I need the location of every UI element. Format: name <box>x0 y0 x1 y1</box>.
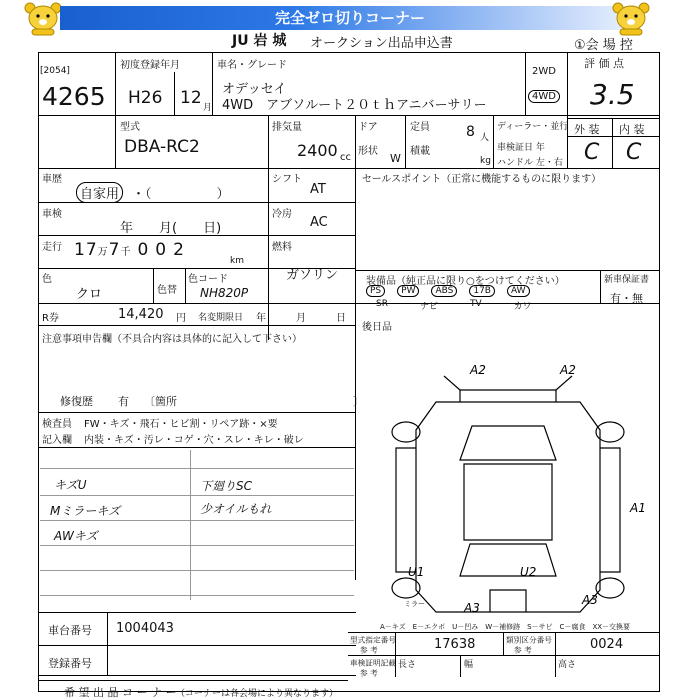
header-right: ①会 場 控 <box>574 38 633 53</box>
load-unit: kg <box>480 156 491 166</box>
damage-mark: U2 <box>520 565 537 579</box>
first-reg-year: H26 <box>128 88 163 108</box>
mileage-unit: km <box>230 256 244 266</box>
damage-mark: A3 <box>464 601 480 615</box>
fuel-label: 燃料 <box>272 242 292 253</box>
displacement-unit: cc <box>340 152 351 163</box>
drive-4wd-circled: 4WD <box>528 90 560 103</box>
header-banner <box>0 0 700 36</box>
month-unit: 月 <box>203 103 213 113</box>
header-left: JU 岩 城 <box>232 33 287 49</box>
handle-label: ハンドル 左・右 <box>497 158 563 168</box>
fuel-value: ガソリン <box>286 268 339 283</box>
model-value: DBA-RC2 <box>124 137 200 157</box>
score-value: 3.5 <box>590 78 635 111</box>
inspector-row2: 内装・キズ・汚レ・コゲ・穴・スレ・キレ・破レ <box>84 435 304 446</box>
color-label: 色 <box>42 274 52 285</box>
equipment-row2 <box>376 299 532 312</box>
exterior-grade: C <box>584 140 600 165</box>
header-center: オークション出品申込書 <box>310 36 453 51</box>
shape-value: W <box>390 152 401 165</box>
equip-abs: ABS <box>431 285 457 297</box>
name-change-value: 年 月 日 <box>256 313 346 324</box>
vehicle-name: オデッセイ <box>222 82 287 97</box>
color-value: クロ <box>76 287 103 302</box>
color-code-label: 色コード <box>188 274 228 285</box>
damage-legend: A－キズ E－エクボ U－凹み W－補修跡 S－サビ C－腐食 XX－交換要 <box>380 623 631 631</box>
damage-mark: A2 <box>560 363 576 377</box>
car-damage-diagram <box>360 340 656 630</box>
mileage-part: 2 <box>173 240 185 260</box>
load-label: 積載 <box>410 146 430 157</box>
score-label: 評 価 点 <box>584 57 624 70</box>
repair-place: 〔箇所 〕 <box>144 395 364 408</box>
chassis-label: 車台番号 <box>48 624 92 637</box>
equip-tv: TV <box>469 299 482 309</box>
tax-label: R券 <box>42 313 59 324</box>
lot-number: 4265 <box>42 82 106 111</box>
handwritten-note: 少オイルもれ <box>200 502 272 516</box>
interior-grade: C <box>626 140 642 165</box>
first-reg-label: 初度登録年月 <box>120 60 180 71</box>
mileage-value <box>74 240 185 260</box>
registration-label: 登録番号 <box>48 657 92 670</box>
ac-value: AC <box>310 215 328 230</box>
certificate-label: 車検証明記載 <box>350 659 396 669</box>
vehicle-grade: 4WD アブソルート２０ｔｈアニバーサリー <box>222 98 487 113</box>
equip-pw: PW <box>397 285 419 297</box>
sales-point-label: セールスポイント（正常に機能するものに限ります） <box>362 174 602 185</box>
handwritten-note: AWキズ <box>54 529 98 543</box>
inspection-value: 年 月( 日) <box>120 221 222 236</box>
inspector-label-1: 検査員 <box>42 419 72 430</box>
history-rest: ・（ ） <box>132 187 230 202</box>
after-parts-label: 後日品 <box>362 322 392 333</box>
equip-ps: PS <box>366 285 385 297</box>
tax-amount: 14,420 <box>118 307 164 322</box>
inspection-year-label: 車検証日 年 <box>497 143 545 153</box>
dealer-label: ディーラー・並行 <box>497 122 569 132</box>
capacity-label: 定員 <box>410 122 430 133</box>
capacity-unit: 人 <box>480 133 490 143</box>
type-designation-label: 型式指定番号 <box>350 636 396 646</box>
name-change-label: 名変期限日 <box>198 313 244 323</box>
class-value: 0024 <box>590 637 624 652</box>
equip-sr: SR <box>376 299 388 309</box>
repair-value: 有 <box>118 395 129 408</box>
equipment-label: 装備品（純正品に限り○をつけてください） <box>366 276 565 287</box>
mileage-part: 17 <box>74 240 98 260</box>
mileage-part: 千 <box>120 247 132 258</box>
equip-17b: 17B <box>469 285 495 297</box>
drive-2wd: 2WD <box>532 66 556 77</box>
height-label: 高さ <box>558 660 577 670</box>
mileage-part: 7 <box>108 240 121 260</box>
mileage-part: 0 <box>137 240 150 260</box>
banner-title: 完全ゼロ切りコーナー <box>60 6 640 30</box>
handwritten-note: キズU <box>54 478 87 492</box>
tax-unit: 円 <box>176 313 186 324</box>
class-sub: 参 考 <box>514 646 532 656</box>
mileage-part: 0 <box>155 240 168 260</box>
damage-mark: A2 <box>470 363 486 377</box>
repair-label: 修復歴 <box>60 395 93 408</box>
class-label: 類別区分番号 <box>506 636 552 646</box>
color-change-label: 色替 <box>157 285 177 296</box>
mileage-label: 走行 <box>42 242 62 253</box>
history-label: 車歴 <box>42 174 62 185</box>
handwritten-note: 下廻りSC <box>200 479 252 493</box>
footer-label: 希 望 出 品 コ ー ナ ー <box>64 686 177 699</box>
equip-navi: ナビ <box>419 302 438 312</box>
history-value-circled: 自家用 <box>76 182 123 203</box>
inspection-label: 車検 <box>42 209 62 220</box>
color-code-value: NH820P <box>200 286 249 300</box>
type-designation-value: 17638 <box>434 637 476 652</box>
bear-mascot-left-icon <box>22 2 64 36</box>
displacement-value: 2400 <box>297 141 338 160</box>
doors-label: ドア <box>358 122 378 133</box>
damage-mark: A1 <box>630 501 646 515</box>
footer-note: （コーナーは各会場により異なります） <box>176 689 339 699</box>
bear-mascot-right-icon <box>610 2 652 36</box>
new-car-value: 有・無 <box>610 292 643 305</box>
certificate-sub: 参 考 <box>360 669 378 679</box>
damage-mark: U1 <box>408 565 425 579</box>
type-designation-sub: 参 考 <box>360 646 378 656</box>
first-reg-month: 12 <box>180 88 202 108</box>
handwritten-note: Mミラーキズ <box>50 504 121 518</box>
lot-small-id: [2054] <box>40 66 70 76</box>
inspector-row1: FW・キズ・飛石・ヒビ割・リペア跡・×要 <box>84 419 278 430</box>
chassis-value: 1004043 <box>116 621 174 636</box>
name-grade-label: 車名・グレード <box>217 60 287 71</box>
capacity-value: 8 <box>466 124 475 140</box>
shift-label: シフト <box>272 174 302 185</box>
notes-title: 注意事項申告欄（不具合内容は具体的に記入して下さい） <box>42 334 302 345</box>
new-car-label: 新車保証書 <box>604 275 650 285</box>
mirror-label: ミラー <box>404 600 425 608</box>
shift-value: AT <box>310 182 326 197</box>
equip-leather: カワ <box>513 302 532 312</box>
shape-label: 形状 <box>358 146 378 157</box>
equipment-row1 <box>366 285 530 297</box>
damage-mark: A3 <box>582 593 598 607</box>
interior-label: 内 装 <box>619 123 645 136</box>
length-label: 長さ <box>398 660 417 670</box>
displacement-label: 排気量 <box>272 122 302 133</box>
width-label: 幅 <box>464 660 474 670</box>
inspector-label-2: 記入欄 <box>42 435 72 446</box>
ac-label: 冷房 <box>272 209 292 220</box>
exterior-label: 外 装 <box>574 123 600 136</box>
mileage-part: 万 <box>97 247 109 258</box>
equip-aw: AW <box>507 285 530 297</box>
model-label: 型式 <box>120 122 140 133</box>
